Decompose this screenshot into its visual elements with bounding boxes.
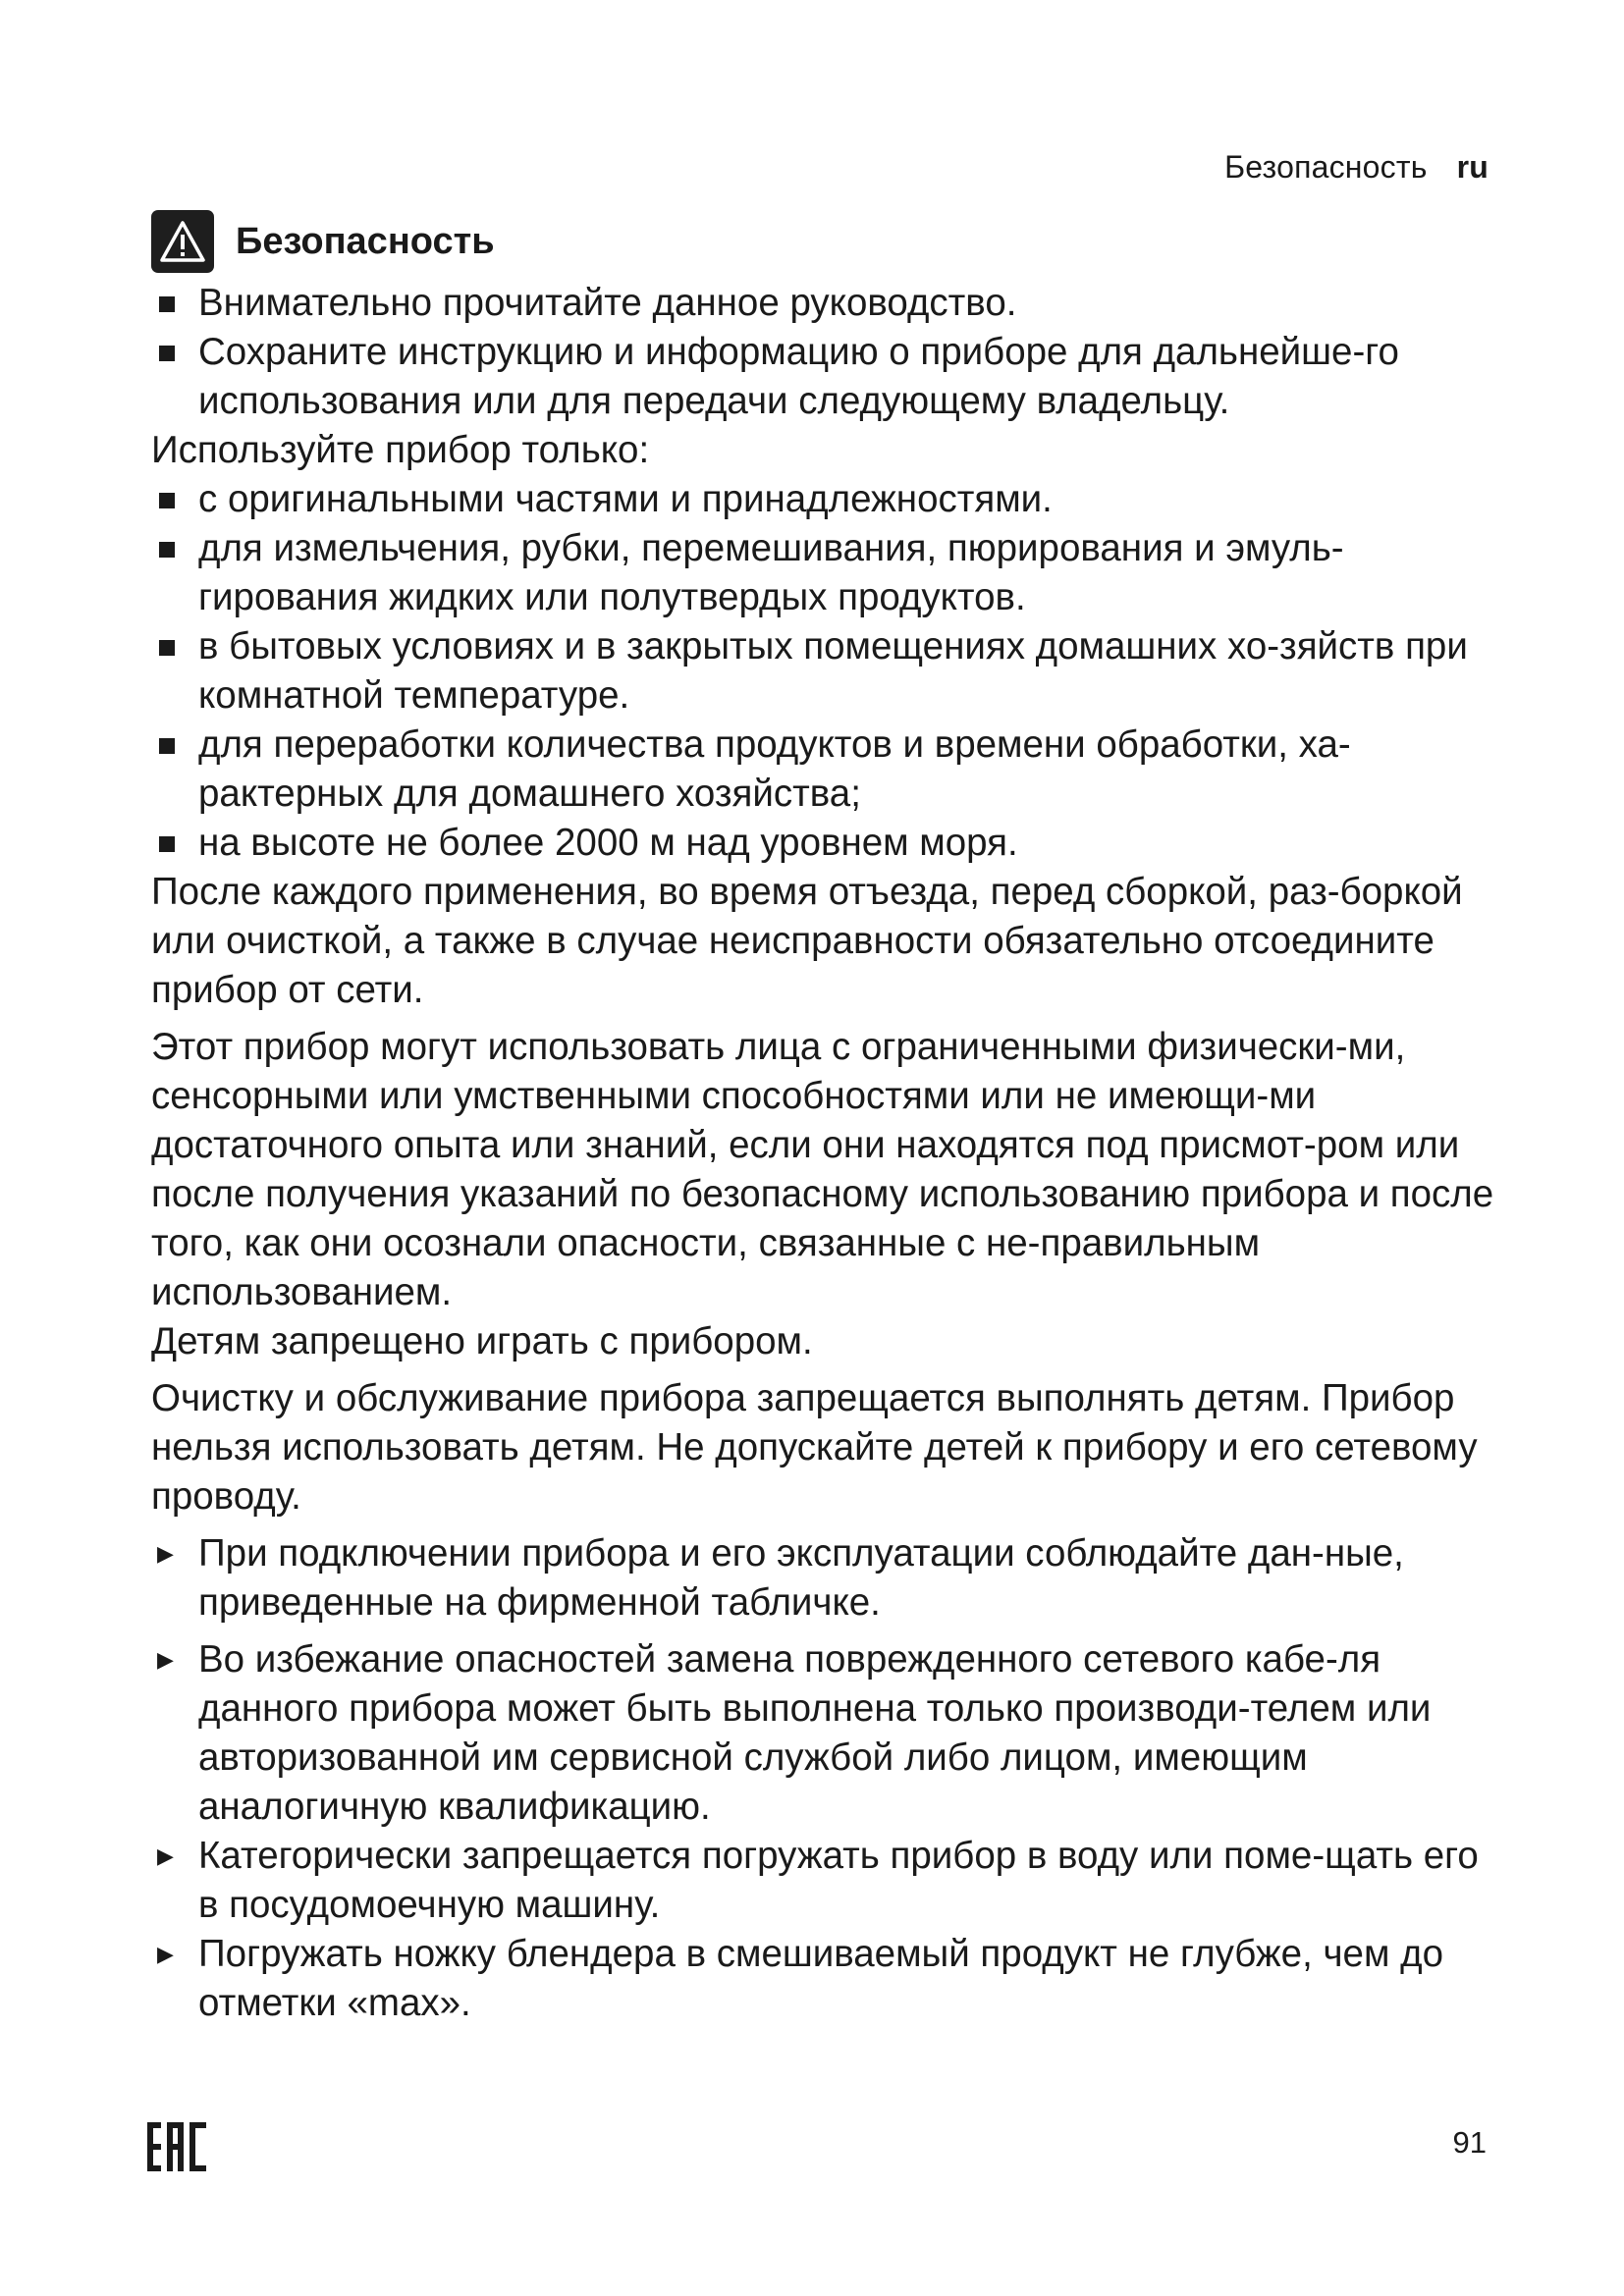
paragraph: Этот прибор могут использовать лица с ограниченными физически-ми, сенсорными или умственными способностями или не имеющи-ми достаточного опыта или знаний, если они находятся под присмот-ром или после получения указаний по безопасному использованию прибора и после того, как они осознали опасности, связанные с не-правильным использованием.	[151, 1026, 1494, 1313]
section-heading	[151, 209, 495, 274]
running-header	[1224, 149, 1489, 186]
list-item: Внимательно прочитайте данное руководство.	[151, 279, 1500, 328]
instruction-item: ▶ Категорически запрещается погружать прибор в воду или поме-щать его в посудомоечную машину.	[151, 1832, 1500, 1930]
paragraph: После каждого применения, во время отъезда, перед сборкой, раз-боркой или очисткой, а также в случае неисправности обязательно отсоедините прибор от сети.	[151, 871, 1463, 1011]
usage-list	[151, 475, 1500, 868]
page-number: 91	[1452, 2125, 1487, 2160]
list-item: на высоте не более 2000 м над уровнем моря.	[151, 819, 1500, 868]
list-item: Сохраните инструкцию и информацию о приборе для дальнейше-го использования или для передачи следующему владельцу.	[151, 328, 1500, 426]
instruction-item: ▶ При подключении прибора и его эксплуатации соблюдайте дан-ные, приведенные на фирменной табличке.	[151, 1529, 1500, 1628]
list-item: для измельчения, рубки, перемешивания, пюрирования и эмуль-гирования жидких или полутвердых продуктов.	[151, 524, 1500, 622]
eac-logo	[147, 2122, 208, 2176]
paragraph: Детям запрещено играть с прибором.	[151, 1320, 813, 1362]
instruction-item: ▶ Во избежание опасностей замена поврежденного сетевого кабе-ля данного прибора может быть выполнена только производи-телем или авторизованной им сервисной службой либо лицом, имеющим аналогичную квалификацию.	[151, 1635, 1500, 1832]
list-item: с оригинальными частями и принадлежностями.	[151, 475, 1500, 524]
header-section: Безопасность	[1224, 149, 1428, 185]
instruction-list	[151, 1529, 1500, 2028]
intro-list	[151, 279, 1500, 426]
list-item: для переработки количества продуктов и времени обработки, ха-рактерных для домашнего хозяйства;	[151, 721, 1500, 819]
paragraph: Очистку и обслуживание прибора запрещается выполнять детям. Прибор нельзя использовать детям. Не допускайте детей к прибору и его сетевому проводу.	[151, 1377, 1478, 1518]
usage-intro: Используйте прибор только:	[151, 429, 650, 471]
instruction-item: ▶ Погружать ножку блендера в смешиваемый продукт не глубже, чем до отметки «max».	[151, 1930, 1500, 2028]
warning-triangle-icon	[151, 210, 214, 273]
page-title: Безопасность	[236, 220, 495, 262]
header-lang: ru	[1456, 149, 1489, 185]
document-body	[151, 279, 1500, 2028]
list-item: в бытовых условиях и в закрытых помещениях домашних хо-зяйств при комнатной температуре.	[151, 622, 1500, 721]
